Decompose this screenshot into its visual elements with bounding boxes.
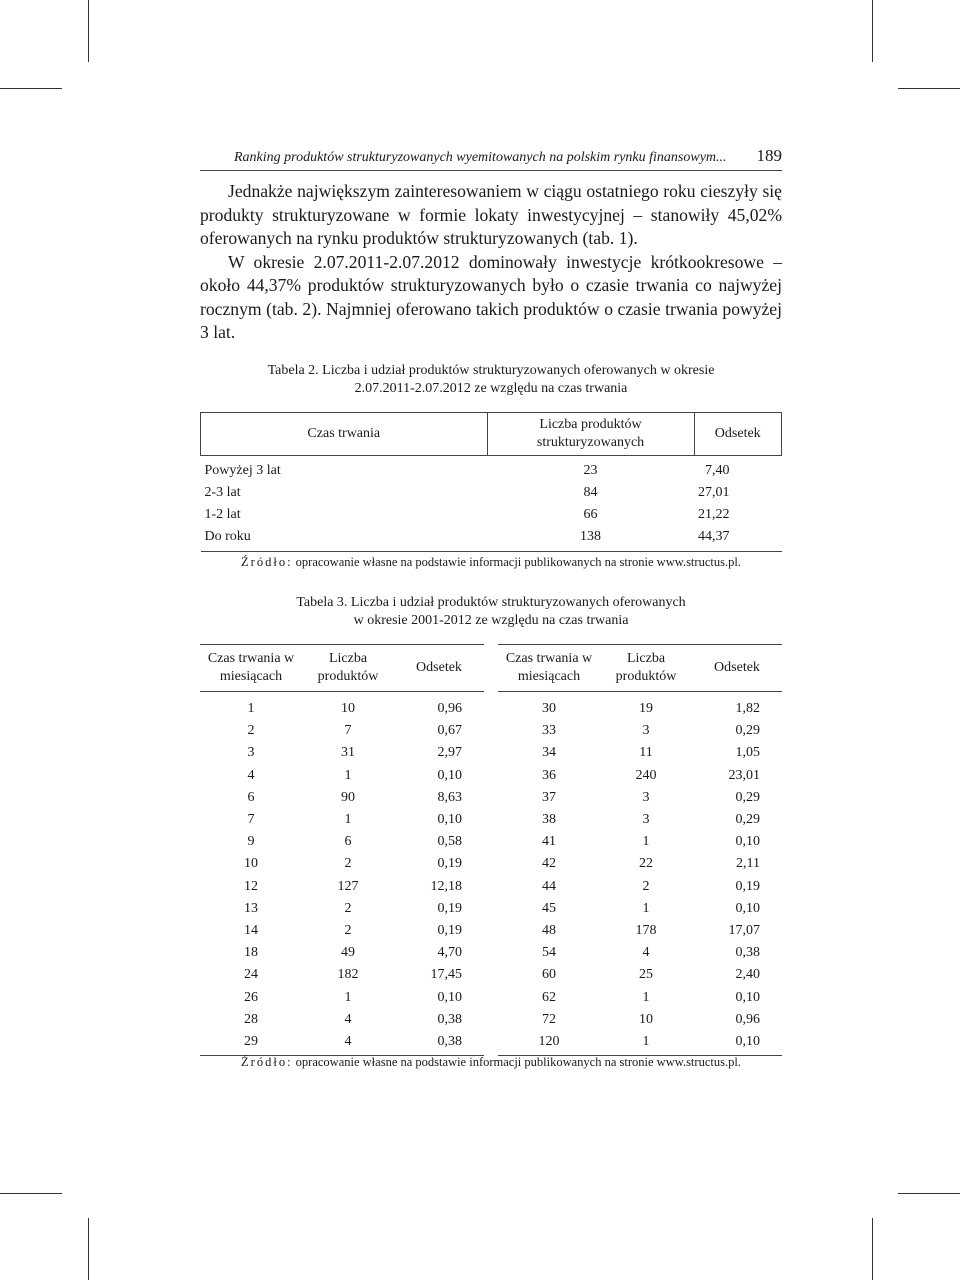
table-row bbox=[498, 809, 782, 831]
table3-header: Liczba produktów bbox=[600, 645, 692, 692]
table-cell: 36 bbox=[542, 767, 556, 783]
table-cell: 22 bbox=[639, 856, 653, 872]
table-cell: 14 bbox=[244, 922, 258, 938]
crop-mark bbox=[872, 0, 873, 62]
table-cell: 18 bbox=[244, 945, 258, 961]
table-cell: 25 bbox=[639, 967, 653, 983]
table-row bbox=[498, 920, 782, 942]
table-cell: 178 bbox=[635, 922, 657, 938]
table3-header: Odsetek bbox=[394, 645, 484, 692]
table-cell: 10 bbox=[341, 701, 355, 717]
table-cell: 2 bbox=[344, 922, 352, 938]
table-row bbox=[200, 787, 484, 809]
table-cell: 6 bbox=[247, 789, 255, 805]
table2-header: Odsetek bbox=[694, 413, 782, 456]
table-cell: 3 bbox=[247, 745, 255, 761]
table-cell: 49 bbox=[341, 945, 355, 961]
table-row bbox=[200, 920, 484, 942]
table-cell: 42 bbox=[542, 856, 556, 872]
table-cell: 0,29 bbox=[735, 789, 760, 805]
table-cell: 90 bbox=[341, 789, 355, 805]
table-cell: 10 bbox=[244, 856, 258, 872]
table-cell: 0,19 bbox=[437, 922, 462, 938]
table-cell: 12 bbox=[244, 878, 258, 894]
table-row bbox=[498, 742, 782, 764]
table3-caption: Tabela 3. Liczba i udział produktów strukturyzowanych oferowanych w okresie 2001-2012 ze względu na czas trwania bbox=[296, 595, 686, 628]
table2-header: Liczba produktów strukturyzowanych bbox=[487, 413, 694, 456]
crop-mark bbox=[88, 0, 89, 62]
table-row bbox=[200, 720, 484, 742]
table-cell: 7 bbox=[344, 723, 352, 739]
table-cell: 0,19 bbox=[437, 856, 462, 872]
table-cell: 1,05 bbox=[735, 745, 760, 761]
table-cell: 2,40 bbox=[735, 967, 760, 983]
table2-header: Czas trwania bbox=[201, 413, 488, 456]
table-cell: 60 bbox=[542, 967, 556, 983]
table-cell: 34 bbox=[542, 745, 556, 761]
table-cell: 44 bbox=[542, 878, 556, 894]
table-cell: 0,19 bbox=[735, 878, 760, 894]
table-cell: 0,38 bbox=[437, 1033, 462, 1049]
table-cell: 2,11 bbox=[736, 856, 760, 872]
table-row bbox=[200, 898, 484, 920]
table-cell: 13 bbox=[244, 900, 258, 916]
table-cell: 37 bbox=[542, 789, 556, 805]
crop-mark bbox=[872, 1218, 873, 1280]
table-cell: 3 bbox=[642, 723, 650, 739]
paragraph: W okresie 2.07.2011-2.07.2012 dominowały inwestycje krótkookresowe – około 44,37% produktów strukturyzowanych było o czasie trwania co najwyżej rocznym (tab. 2). Najmniej oferowano takich produktów o czasie trwania powyżej 3 lat. bbox=[200, 251, 782, 342]
table-row bbox=[200, 1031, 484, 1056]
table-cell: 120 bbox=[538, 1033, 560, 1049]
table-cell: 4 bbox=[247, 767, 255, 783]
table3-header: Odsetek bbox=[692, 645, 782, 692]
page-number: 189 bbox=[756, 146, 782, 165]
table-cell: 1 bbox=[344, 812, 352, 828]
table-cell: 6 bbox=[344, 834, 352, 850]
table-row bbox=[200, 742, 484, 764]
table3-header: Czas trwania w miesiącach bbox=[200, 645, 302, 692]
crop-mark bbox=[0, 1193, 62, 1194]
table-cell: 0,10 bbox=[735, 900, 760, 916]
table-row bbox=[498, 876, 782, 898]
table-cell: 31 bbox=[341, 745, 355, 761]
table-row bbox=[498, 765, 782, 787]
table-row bbox=[200, 831, 484, 853]
table-cell: 0,29 bbox=[735, 812, 760, 828]
table-cell: 28 bbox=[244, 1011, 258, 1027]
table-cell: 127 bbox=[337, 878, 359, 894]
table-cell: 48 bbox=[542, 922, 556, 938]
table3-right bbox=[498, 644, 782, 1056]
table-cell: 0,10 bbox=[735, 834, 760, 850]
table-cell: 1 bbox=[344, 767, 352, 783]
body-text bbox=[200, 180, 782, 345]
table-cell: 72 bbox=[542, 1011, 556, 1027]
table-cell: 23,01 bbox=[728, 767, 760, 783]
table-cell: 2 bbox=[344, 900, 352, 916]
table3-left bbox=[200, 644, 484, 1056]
table-cell: 182 bbox=[337, 967, 359, 983]
table-row bbox=[200, 986, 484, 1008]
table-cell: 24 bbox=[244, 967, 258, 983]
table-row bbox=[498, 692, 782, 721]
table3-header: Czas trwania w miesiącach bbox=[498, 645, 600, 692]
table2 bbox=[200, 412, 782, 552]
table-cell: 62 bbox=[542, 989, 556, 1005]
table-cell: 4,70 bbox=[437, 945, 462, 961]
table-row bbox=[498, 720, 782, 742]
table-cell: 38 bbox=[542, 812, 556, 828]
table-row bbox=[498, 831, 782, 853]
table-row bbox=[498, 853, 782, 875]
table-cell: 19 bbox=[639, 701, 653, 717]
table-cell: 3 bbox=[642, 789, 650, 805]
table-cell: 29 bbox=[244, 1033, 258, 1049]
table-cell: 0,67 bbox=[437, 723, 462, 739]
table-cell: 1 bbox=[344, 989, 352, 1005]
table-cell: 12,18 bbox=[430, 878, 462, 894]
table-row: Do roku 138 44,37 bbox=[204, 529, 730, 544]
table-cell: 4 bbox=[344, 1033, 352, 1049]
crop-mark bbox=[88, 1218, 89, 1280]
table-cell: 1,82 bbox=[735, 701, 760, 717]
table-cell: 0,96 bbox=[437, 701, 462, 717]
running-head bbox=[200, 146, 782, 171]
table-cell: 1 bbox=[642, 1033, 650, 1049]
table-cell: 4 bbox=[344, 1011, 352, 1027]
table-row bbox=[498, 1031, 782, 1056]
table-cell: 2 bbox=[642, 878, 650, 894]
table-row: 1-2 lat 66 21,22 bbox=[204, 507, 730, 522]
table-cell: 10 bbox=[639, 1011, 653, 1027]
table-cell: 0,38 bbox=[735, 945, 760, 961]
table-row bbox=[200, 853, 484, 875]
table-cell: 8,63 bbox=[437, 789, 462, 805]
table-row bbox=[200, 964, 484, 986]
table-row bbox=[498, 1009, 782, 1031]
table-cell: 4 bbox=[642, 945, 650, 961]
table-cell: 1 bbox=[642, 989, 650, 1005]
table-row bbox=[498, 964, 782, 986]
crop-mark bbox=[898, 1193, 960, 1194]
table-cell: 54 bbox=[542, 945, 556, 961]
table-cell: 17,07 bbox=[728, 922, 760, 938]
table-cell: 17,45 bbox=[430, 967, 462, 983]
table-row bbox=[498, 898, 782, 920]
table-row bbox=[200, 876, 484, 898]
table-row bbox=[200, 692, 484, 721]
table-cell: 1 bbox=[247, 701, 255, 717]
table-cell: 240 bbox=[635, 767, 657, 783]
table-cell: 2 bbox=[344, 856, 352, 872]
table-row: 2-3 lat 84 27,01 bbox=[204, 485, 730, 500]
table-row bbox=[200, 809, 484, 831]
table-cell: 2 bbox=[247, 723, 255, 739]
table-cell: 30 bbox=[542, 701, 556, 717]
table-cell: 0,29 bbox=[735, 723, 760, 739]
table-cell: 11 bbox=[639, 745, 653, 761]
running-head-title: Ranking produktów strukturyzowanych wyemitowanych na polskim rynku finansowym... bbox=[234, 150, 727, 165]
table-cell: 0,96 bbox=[735, 1011, 760, 1027]
table2-source: Źródło: opracowanie własne na podstawie informacji publikowanych na stronie www.structus.pl. bbox=[241, 555, 741, 569]
table-row: Powyżej 3 lat 23 7,40 bbox=[204, 463, 730, 478]
table3-source: Źródło: opracowanie własne na podstawie informacji publikowanych na stronie www.structus.pl. bbox=[241, 1055, 741, 1069]
table-cell: 0,10 bbox=[735, 1033, 760, 1049]
table-cell: 2,97 bbox=[437, 745, 462, 761]
table-cell: 0,10 bbox=[735, 989, 760, 1005]
table-cell: 3 bbox=[642, 812, 650, 828]
table-cell: 0,10 bbox=[437, 812, 462, 828]
table-row bbox=[200, 765, 484, 787]
table-cell: 0,10 bbox=[437, 767, 462, 783]
table-row bbox=[498, 942, 782, 964]
table-row bbox=[498, 787, 782, 809]
table-cell: 1 bbox=[642, 834, 650, 850]
table-cell: 26 bbox=[244, 989, 258, 1005]
table-cell: 41 bbox=[542, 834, 556, 850]
table-row bbox=[200, 1009, 484, 1031]
table-cell: 0,19 bbox=[437, 900, 462, 916]
table-cell: 1 bbox=[642, 900, 650, 916]
table-cell: 0,58 bbox=[437, 834, 462, 850]
crop-mark bbox=[898, 88, 960, 89]
table-cell: 0,10 bbox=[437, 989, 462, 1005]
table-cell: 45 bbox=[542, 900, 556, 916]
table-cell: 9 bbox=[247, 834, 255, 850]
crop-mark bbox=[0, 88, 62, 89]
table-cell: 7 bbox=[247, 812, 255, 828]
table2-caption: Tabela 2. Liczba i udział produktów strukturyzowanych oferowanych w okresie 2.07.2011-2.07.2012 ze względu na czas trwania bbox=[267, 363, 715, 396]
table-cell: 0,38 bbox=[437, 1011, 462, 1027]
table3-header: Liczba produktów bbox=[302, 645, 394, 692]
paragraph: Jednakże największym zainteresowaniem w ciągu ostatniego roku cieszyły się produkty strukturyzowane w formie lokaty inwestycyjnej – stanowiły 45,02% oferowanych na rynku produktów strukturyzowanych (tab. 1). bbox=[200, 181, 782, 248]
table-row bbox=[498, 986, 782, 1008]
table-cell: 33 bbox=[542, 723, 556, 739]
table-row bbox=[200, 942, 484, 964]
